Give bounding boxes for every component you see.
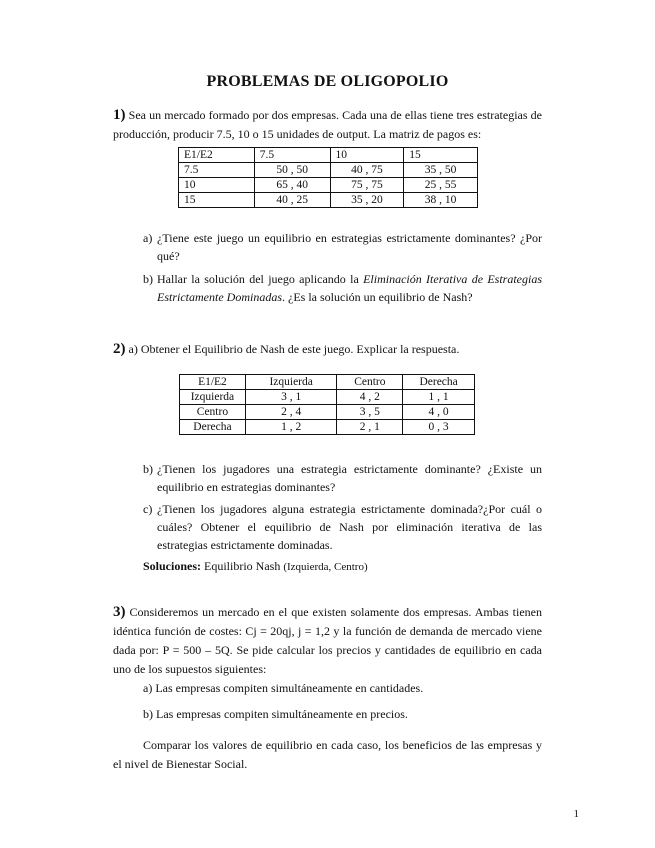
table-cell: 3 , 5 xyxy=(337,405,403,420)
question-text xyxy=(157,270,542,306)
table-header-row xyxy=(180,375,475,390)
question-text: ¿Tienen los jugadores alguna estrategia estrictamente dominada?¿Por cuál o cuáles? Obtener el equilibrio de Nash por eliminación iterativa de las estrategias estrictamente dominadas. xyxy=(157,502,542,552)
table-cell: 1 , 1 xyxy=(403,390,475,405)
payoff-table-1 xyxy=(178,147,478,208)
table-cell: 7.5 xyxy=(254,148,330,163)
question-text: ¿Tiene este juego un equilibrio en estrategias estrictamente dominantes? ¿Por qué? xyxy=(157,231,542,263)
table-row xyxy=(179,178,478,193)
table-cell: 40 , 75 xyxy=(330,163,404,178)
question-1a xyxy=(143,229,542,265)
question-1b xyxy=(143,270,542,306)
table-row xyxy=(180,390,475,405)
problem-2-text: a) Obtener el Equilibrio de Nash de este juego. Explicar la respuesta. xyxy=(128,342,460,356)
table-cell: 40 , 25 xyxy=(254,193,330,208)
table-cell: 2 , 4 xyxy=(245,405,337,420)
solutions-text: Equilibrio Nash xyxy=(204,559,281,573)
table-cell: Centro xyxy=(337,375,403,390)
table-cell: 50 , 50 xyxy=(254,163,330,178)
table-cell: 38 , 10 xyxy=(404,193,478,208)
problem-3-number: 3) xyxy=(113,604,126,620)
solutions-detail: (Izquierda, Centro) xyxy=(283,561,368,573)
problem-1-text: Sea un mercado formado por dos empresas. Cada una de ellas tiene tres estrategias de producción, producir 7.5, 10 o 15 unidades de output. La matriz de pagos es: xyxy=(113,108,543,141)
table-cell: 10 xyxy=(330,148,404,163)
table-cell: 15 xyxy=(179,193,255,208)
payoff-table-2 xyxy=(179,374,475,435)
table-cell: 35 , 50 xyxy=(404,163,478,178)
table-cell: 15 xyxy=(404,148,478,163)
table-cell: Derecha xyxy=(403,375,475,390)
table-row xyxy=(179,193,478,208)
table-cell: Centro xyxy=(180,405,246,420)
table-cell: 7.5 xyxy=(179,163,255,178)
question-text-end: . ¿Es la solución un equilibrio de Nash? xyxy=(282,290,473,304)
table-cell: 25 , 55 xyxy=(404,178,478,193)
table-cell: 35 , 20 xyxy=(330,193,404,208)
table-cell: Izquierda xyxy=(180,390,246,405)
table-cell: 1 , 2 xyxy=(245,420,337,435)
problem-3-intro xyxy=(113,603,542,679)
question-label: b) xyxy=(143,462,153,476)
question-label: b) xyxy=(143,272,153,286)
question-text-start: Hallar la solución del juego aplicando la xyxy=(157,272,359,286)
page-title: PROBLEMAS DE OLIGOPOLIO xyxy=(206,73,449,90)
table-cell: 0 , 3 xyxy=(403,420,475,435)
table-cell: 3 , 1 xyxy=(245,390,337,405)
table-row xyxy=(180,405,475,420)
table-cell: E1/E2 xyxy=(179,148,255,163)
table-row xyxy=(180,420,475,435)
problem-3-closing: Comparar los valores de equilibrio en cada caso, los beneficios de las empresas y el nivel de Bienestar Social. xyxy=(113,738,542,771)
table-cell: 65 , 40 xyxy=(254,178,330,193)
table-cell: 2 , 1 xyxy=(337,420,403,435)
problem-1-number: 1) xyxy=(113,107,126,123)
table-cell: 4 , 0 xyxy=(403,405,475,420)
question-3b: b) Las empresas compiten simultáneamente en precios. xyxy=(143,707,408,721)
problem-2-number: 2) xyxy=(113,341,126,357)
question-2c xyxy=(143,500,542,554)
question-text: ¿Tienen los jugadores una estrategia estrictamente dominante? ¿Existe un equilibrio en estrategias dominantes? xyxy=(157,462,542,494)
problem-2-intro xyxy=(113,340,542,359)
table-cell: Derecha xyxy=(180,420,246,435)
question-3a: a) Las empresas compiten simultáneamente en cantidades. xyxy=(143,681,424,695)
solutions-label: Soluciones: xyxy=(143,559,202,573)
question-label: a) xyxy=(143,231,153,245)
table-row xyxy=(179,163,478,178)
table-cell: Izquierda xyxy=(245,375,337,390)
table-cell: 10 xyxy=(179,178,255,193)
table-header-row xyxy=(179,148,478,163)
table-cell: 75 , 75 xyxy=(330,178,404,193)
question-label: c) xyxy=(143,502,153,516)
table-cell: 4 , 2 xyxy=(337,390,403,405)
emphasized-term: Eliminación Iterativa de Estrategias Estrictamente Dominadas xyxy=(157,272,542,304)
problem-1-intro xyxy=(113,106,542,144)
table-cell: E1/E2 xyxy=(180,375,246,390)
problem-3-text: Consideremos un mercado en el que existen solamente dos empresas. Ambas tienen idéntica función de costes: Cj = 20qj, j = 1,2 y la función de demanda de mercado viene dada por: P = 500 – 5Q. Se pide calcular los precios y cantidades de equilibrio en cada uno de los supuestos siguientes: xyxy=(113,605,542,676)
solutions-line xyxy=(143,559,368,574)
page-number: 1 xyxy=(573,808,579,820)
question-2b xyxy=(143,460,542,496)
